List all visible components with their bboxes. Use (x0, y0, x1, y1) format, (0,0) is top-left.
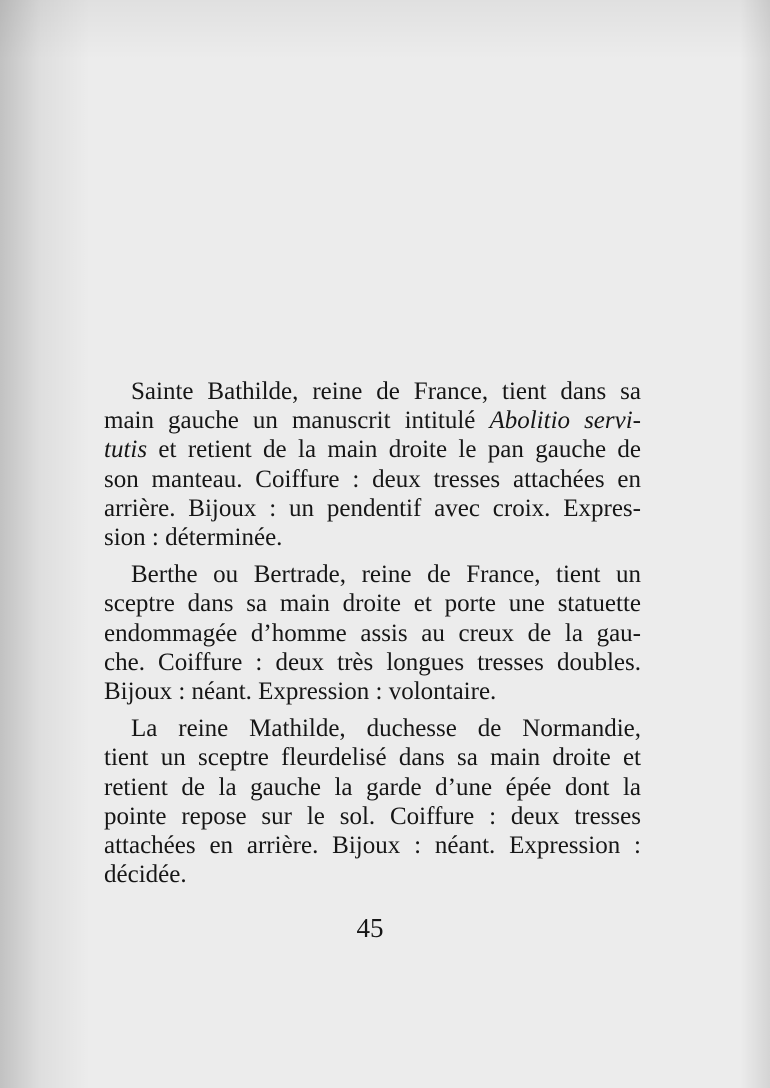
text-line (104, 465, 641, 494)
text-line (104, 523, 641, 552)
line-text: pointe repose sur le sol. Coiffure : deux tresses (104, 802, 641, 830)
text-line (104, 494, 641, 523)
line-text: Bijoux : néant. Expression : volontaire. (104, 678, 497, 706)
text-line (104, 802, 641, 831)
line-text: retient de la gauche la garde d’une épée dont la (104, 773, 641, 801)
text-line (104, 406, 641, 435)
line-text: La reine Mathilde, duchesse de Normandie, (131, 715, 641, 743)
text-line (104, 377, 641, 406)
text-line (104, 677, 641, 706)
line-text: sion : déterminée. (104, 524, 283, 552)
text-line (104, 435, 641, 464)
line-text: che. Coiffure : deux très longues tresses doubles. (104, 648, 641, 676)
line-text: Berthe ou Bertrade, reine de France, tient un (131, 561, 641, 589)
italic-title-text: tutis (104, 436, 148, 464)
text-line (104, 589, 641, 618)
line-text: arrière. Bijoux : un pendentif avec croix. Expres- (104, 494, 641, 522)
text-line (104, 714, 641, 743)
line-text: sceptre dans sa main droite et porte une statuette (104, 590, 641, 618)
text-line (104, 648, 641, 677)
text-line (104, 831, 641, 860)
line-text: Sainte Bathilde, reine de France, tient dans sa (131, 378, 641, 405)
line-text: main gauche un manuscrit intitulé (104, 407, 490, 435)
line-text: endommagée d’homme assis au creux de la gau- (104, 619, 641, 647)
line-text: décidée. (104, 861, 187, 889)
line-text: et retient de la main droite le pan gauche de (147, 436, 641, 464)
page-number: 45 (356, 913, 384, 943)
text-line (104, 773, 641, 802)
text-line (104, 743, 641, 772)
line-text: tient un sceptre fleurdelisé dans sa main droite et (104, 744, 641, 772)
show-through-text (104, 110, 644, 140)
line-text: son manteau. Coiffure : deux tresses attachées en (104, 465, 641, 493)
text-line (104, 619, 641, 648)
paragraph-berthe (104, 560, 641, 706)
italic-title-text: Abolitio servi- (489, 407, 641, 435)
paragraph-mathilde (104, 714, 641, 889)
text-line (104, 560, 641, 589)
text-line (104, 860, 641, 889)
page-body-text (104, 377, 641, 897)
paragraph-bathilde (104, 377, 641, 552)
line-text: attachées en arrière. Bijoux : néant. Expression : (104, 832, 641, 860)
